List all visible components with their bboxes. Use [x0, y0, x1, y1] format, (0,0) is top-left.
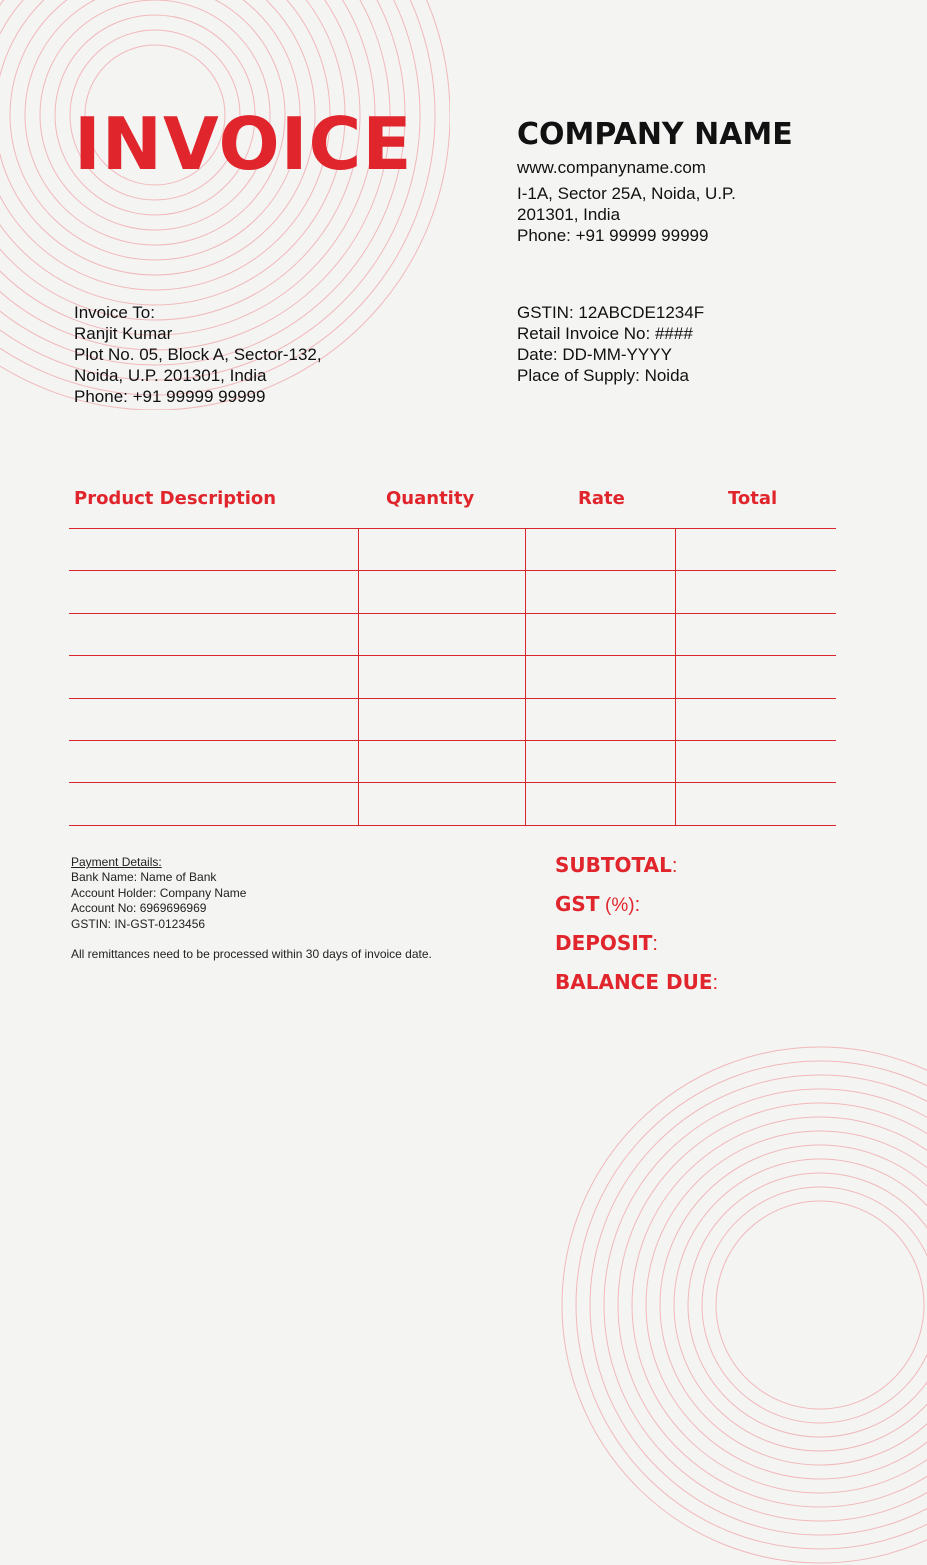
bill-to-phone: Phone: +91 99999 99999 — [74, 387, 266, 406]
cell-description — [69, 740, 358, 782]
bank-name: Bank Name: Name of Bank — [71, 870, 217, 885]
cell-total — [675, 656, 836, 698]
cell-description — [69, 698, 358, 740]
remittance-note: All remittances need to be processed within 30 days of invoice date. — [71, 947, 432, 962]
table-row — [69, 656, 836, 698]
balance-due-label: BALANCE DUE — [555, 970, 713, 994]
cell-quantity — [358, 783, 525, 825]
subtotal-row — [555, 853, 718, 892]
payment-details — [71, 855, 432, 962]
invoice-gstin: GSTIN: 12ABCDE1234F — [517, 303, 705, 322]
bill-to-label: Invoice To: — [74, 303, 155, 322]
company-phone: Phone: +91 99999 99999 — [517, 226, 709, 245]
deposit-colon: : — [652, 933, 658, 955]
company-address-line1: I-1A, Sector 25A, Noida, U.P. — [517, 184, 736, 203]
bill-to-address-line2: Noida, U.P. 201301, India — [74, 366, 267, 385]
account-holder: Account Holder: Company Name — [71, 885, 247, 900]
column-header-total: Total — [728, 488, 778, 509]
table-row — [69, 571, 836, 613]
bill-to-address-line1: Plot No. 05, Block A, Sector-132, — [74, 345, 322, 364]
balance-due-colon: : — [712, 972, 719, 994]
column-header-product-description: Product Description — [74, 488, 277, 509]
place-of-supply: Place of Supply: Noida — [517, 366, 689, 385]
invoice-meta-block — [517, 302, 704, 386]
cell-quantity — [358, 740, 525, 782]
company-address-line2: 201301, India — [517, 205, 621, 224]
gst-percent: (%) — [605, 895, 635, 916]
cell-rate — [525, 698, 675, 740]
cell-total — [675, 698, 836, 740]
balance-due-row — [555, 970, 718, 1009]
company-website: www.companyname.com — [517, 158, 706, 177]
cell-description — [69, 783, 358, 825]
deposit-row — [555, 931, 718, 970]
cell-total — [675, 613, 836, 655]
payment-details-heading: Payment Details: — [71, 855, 162, 869]
table-row — [69, 740, 836, 782]
table-row — [69, 783, 836, 825]
gst-row — [555, 892, 718, 931]
cell-quantity — [358, 571, 525, 613]
gst-colon: : — [634, 894, 641, 916]
cell-rate — [525, 529, 675, 571]
company-name: COMPANY NAME — [517, 117, 793, 152]
table-row — [69, 613, 836, 655]
invoice-date: Date: DD-MM-YYYY — [517, 345, 672, 364]
cell-quantity — [358, 613, 525, 655]
invoice-title: INVOICE — [74, 102, 413, 186]
column-header-rate: Rate — [578, 488, 625, 509]
cell-description — [69, 529, 358, 571]
cell-description — [69, 656, 358, 698]
concentric-circles-decoration-bottom — [560, 1045, 927, 1565]
cell-description — [69, 613, 358, 655]
gst-label: GST — [555, 892, 600, 916]
cell-rate — [525, 740, 675, 782]
cell-rate — [525, 656, 675, 698]
bill-to-block — [74, 302, 322, 407]
line-items-table — [69, 528, 836, 826]
totals-block — [555, 853, 718, 1009]
cell-total — [675, 783, 836, 825]
cell-rate — [525, 783, 675, 825]
payment-gstin: GSTIN: IN-GST-0123456 — [71, 916, 206, 931]
subtotal-colon: : — [671, 855, 678, 877]
cell-rate — [525, 571, 675, 613]
deposit-label: DEPOSIT — [555, 931, 653, 955]
cell-quantity — [358, 698, 525, 740]
table-row — [69, 698, 836, 740]
subtotal-label: SUBTOTAL — [555, 853, 672, 877]
retail-invoice-number: Retail Invoice No: #### — [517, 324, 693, 343]
cell-description — [69, 571, 358, 613]
cell-total — [675, 571, 836, 613]
cell-quantity — [358, 529, 525, 571]
table-row — [69, 529, 836, 571]
account-number: Account No: 6969696969 — [71, 901, 207, 916]
cell-total — [675, 740, 836, 782]
cell-rate — [525, 613, 675, 655]
bill-to-name: Ranjit Kumar — [74, 324, 173, 343]
company-info — [517, 157, 736, 246]
cell-total — [675, 529, 836, 571]
column-header-quantity: Quantity — [386, 488, 475, 509]
cell-quantity — [358, 656, 525, 698]
